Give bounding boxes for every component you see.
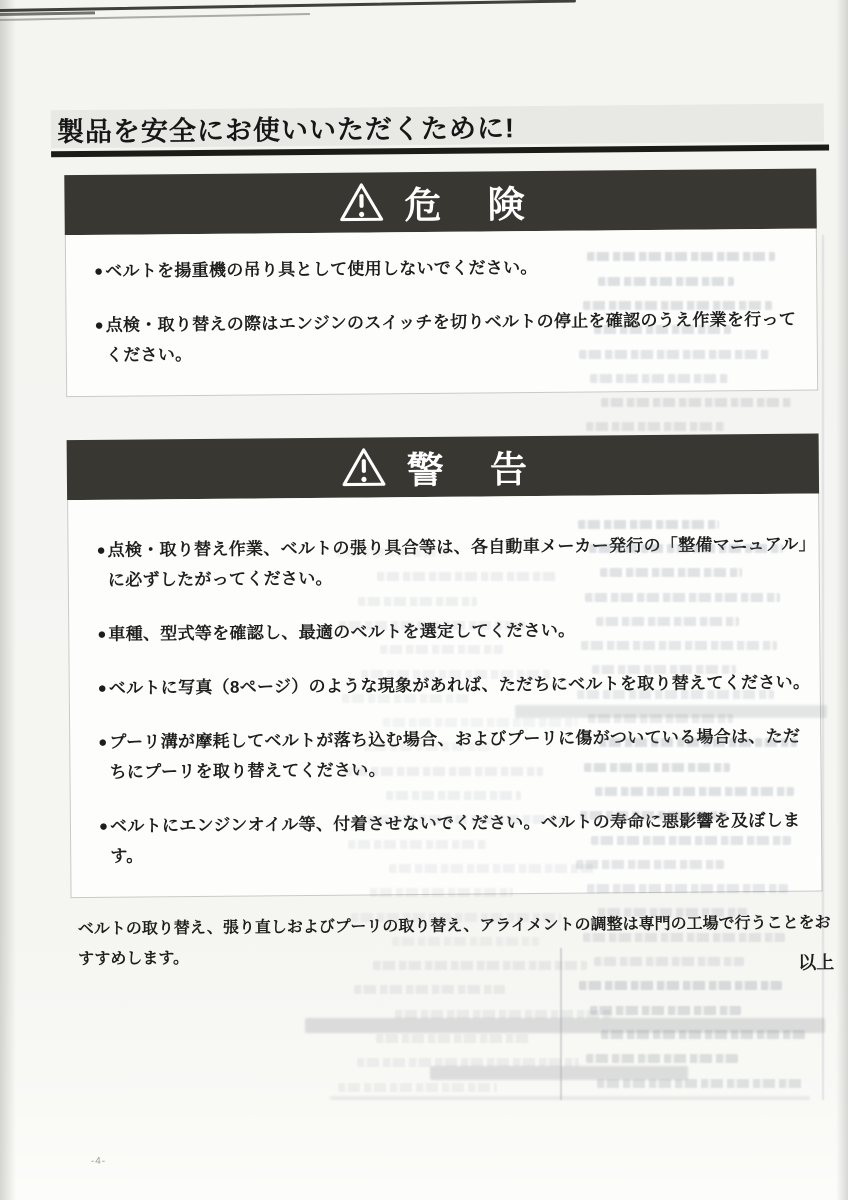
warning-triangle-icon	[341, 446, 387, 488]
warning-triangle-icon	[338, 181, 384, 223]
warning-item-text: 点検・取り替え作業、ベルトの張り具合等は、各自動車メーカー発行の「整備マニュアル」に必ずしたがってください。	[107, 534, 808, 590]
page-title: 製品を安全にお使いいただくために!	[56, 112, 516, 147]
warning-item	[98, 722, 812, 788]
bullet-icon: ●	[94, 262, 104, 280]
page-number: -4-	[90, 1155, 107, 1167]
warning-heading: 警 告	[406, 448, 546, 492]
danger-item-text: 点検・取り替えの際はエンジンのスイッチを切りベルトの停止を確認のうえ作業を行ってください。	[105, 309, 797, 365]
warning-item-text: ベルトに写真（8ページ）のような現象があれば、ただちにベルトを取り替えてください。	[108, 672, 811, 698]
danger-item-text: ベルトを揚重機の吊り具として使用しないでください。	[105, 257, 538, 281]
warning-item-text: プーリ溝が摩耗してベルトが落ち込む場合、およびプーリに傷がついている場合は、ただちにプーリを取り替えてください。	[109, 726, 801, 782]
warning-header-bar	[67, 434, 819, 501]
page-edge-shadow-left	[0, 0, 16, 1200]
danger-item	[94, 305, 808, 371]
footer-note: ベルトの取り替え、張り直しおよびプーリの取り替え、アライメントの調整は専門の工場で行うことをおすすめします。	[77, 914, 831, 969]
bullet-icon: ●	[94, 316, 104, 334]
closing-text: 以上	[798, 952, 835, 973]
warning-item-text: ベルトにエンジンオイル等、付着させないでください。ベルトの寿命に悪影響を及ぼします。	[109, 810, 801, 866]
warning-item	[98, 668, 812, 704]
danger-heading: 危 険	[404, 183, 543, 227]
bullet-icon: ●	[98, 733, 108, 751]
warning-item	[96, 530, 810, 596]
warning-box	[67, 434, 823, 899]
danger-item	[94, 251, 808, 287]
warning-item-text: 車種、型式等を確認し、最適のベルトを選定してください。	[108, 620, 576, 644]
page-edge-shadow-right	[836, 0, 848, 1200]
warning-body	[67, 494, 822, 899]
bullet-icon: ●	[96, 541, 106, 559]
danger-box	[64, 169, 818, 398]
danger-header-bar	[64, 169, 816, 236]
bullet-icon: ●	[97, 625, 107, 643]
page-title-bar	[51, 103, 824, 148]
bullet-icon: ●	[97, 679, 107, 697]
warning-item	[97, 614, 811, 650]
warning-item	[99, 806, 813, 872]
bullet-icon: ●	[98, 817, 109, 835]
danger-body	[65, 229, 818, 398]
